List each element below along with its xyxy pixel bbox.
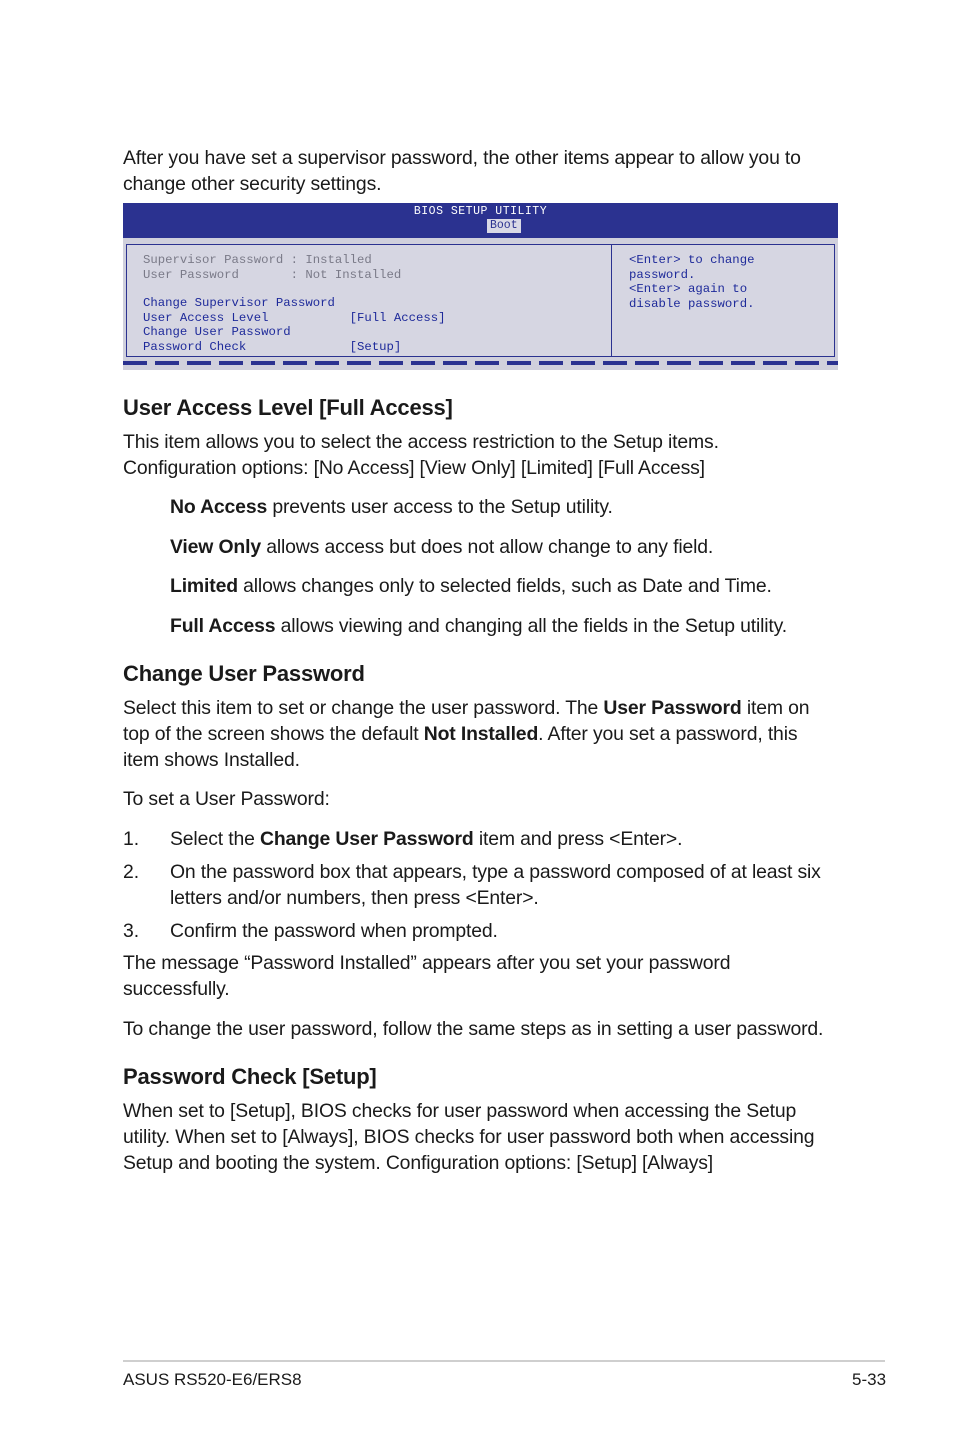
option-limited [170, 573, 850, 599]
option-term: No Access [170, 496, 268, 518]
password-check-description [123, 1098, 863, 1176]
intro-line-2: change other security settings. [123, 173, 382, 195]
bios-title-bar [123, 203, 838, 238]
text-run: top of the screen shows the default [123, 723, 424, 745]
section-heading-change-user-password: Change User Password [123, 661, 365, 686]
bios-help-line: disable password. [629, 296, 755, 311]
footer-divider [123, 1360, 885, 1362]
change-user-password-description [123, 695, 843, 773]
step-3-text: Confirm the password when prompted. [170, 920, 498, 942]
option-term: Limited [170, 575, 238, 597]
bios-item-change-user-password[interactable]: Change User Password [143, 325, 291, 339]
password-installed-message [123, 950, 843, 1002]
intro-line-1: After you have set a supervisor password, the other items appear to allow you to [123, 147, 801, 169]
text-run: item on [741, 697, 810, 719]
text-run: On the password box that appears, type a password composed of at least six [170, 861, 821, 883]
text-run: utility. When set to [Always], BIOS checks for user password both when accessing [123, 1126, 815, 1148]
description-line: This item allows you to select the access restriction to the Setup items. [123, 431, 719, 453]
bios-item-change-supervisor-password[interactable]: Change Supervisor Password [143, 296, 335, 310]
text-run: successfully. [123, 978, 230, 1000]
text-run: item and press <Enter>. [473, 828, 683, 850]
bios-title: BIOS SETUP UTILITY [413, 205, 548, 218]
step-number: 1. [123, 828, 140, 850]
text-run: Select this item to set or change the user password. The [123, 697, 604, 719]
option-view-only [170, 534, 850, 560]
bios-screen [123, 203, 838, 370]
text-run: Select the [170, 828, 260, 850]
text-run: letters and/or numbers, then press <Enter>. [170, 887, 539, 909]
option-no-access [170, 494, 850, 520]
bios-tab-boot[interactable]: Boot [487, 219, 521, 233]
step-2-text [170, 859, 840, 911]
bios-settings-panel [126, 244, 612, 357]
change-password-note: To change the user password, follow the same steps as in setting a user password. [123, 1018, 824, 1040]
footer-model: ASUS RS520-E6/ERS8 [123, 1370, 302, 1389]
option-desc: allows viewing and changing all the fields in the Setup utility. [275, 615, 787, 637]
bios-help-line: <Enter> to change [629, 253, 755, 267]
step-1-text [170, 826, 840, 852]
bios-item-password-check[interactable]: Password Check [Setup] [143, 339, 402, 354]
text-run: Setup and booting the system. Configuration options: [Setup] [Always] [123, 1152, 714, 1174]
text-run-bold: User Password [603, 697, 742, 719]
section-heading-user-access-level: User Access Level [Full Access] [123, 395, 453, 420]
intro-paragraph [123, 145, 843, 197]
step-number: 3. [123, 920, 140, 942]
bios-help-line: <Enter> again to [629, 282, 748, 296]
bios-help-panel [611, 244, 835, 357]
step-number: 2. [123, 861, 140, 883]
page-number: 5-33 [852, 1370, 887, 1389]
text-run: . After you set a password, this [538, 723, 798, 745]
bios-bottom-dashes [123, 361, 838, 365]
option-desc: allows access but does not allow change to any field. [260, 536, 714, 558]
description-line: Configuration options: [No Access] [View Only] [Limited] [Full Access] [123, 457, 705, 479]
option-desc: prevents user access to the Setup utility. [267, 496, 613, 518]
section-heading-password-check: Password Check [Setup] [123, 1064, 377, 1089]
text-run: item shows Installed. [123, 749, 300, 771]
option-term: View Only [170, 536, 261, 558]
option-full-access [170, 613, 850, 639]
bios-help-line: password. [629, 267, 696, 282]
option-term: Full Access [170, 615, 276, 637]
text-run: The message “Password Installed” appears after you set your password [123, 952, 731, 974]
option-desc: allows changes only to selected fields, such as Date and Time. [237, 575, 772, 597]
text-run: When set to [Setup], BIOS checks for user password when accessing the Setup [123, 1100, 797, 1122]
set-user-password-intro: To set a User Password: [123, 788, 330, 810]
text-run-bold: Not Installed [423, 723, 539, 745]
bios-supervisor-status: Supervisor Password : Installed [143, 253, 372, 267]
user-access-level-description [123, 429, 843, 481]
bios-user-status: User Password : Not Installed [143, 267, 402, 282]
bios-item-user-access-level[interactable]: User Access Level [Full Access] [143, 310, 446, 325]
text-run-bold: Change User Password [259, 828, 474, 850]
